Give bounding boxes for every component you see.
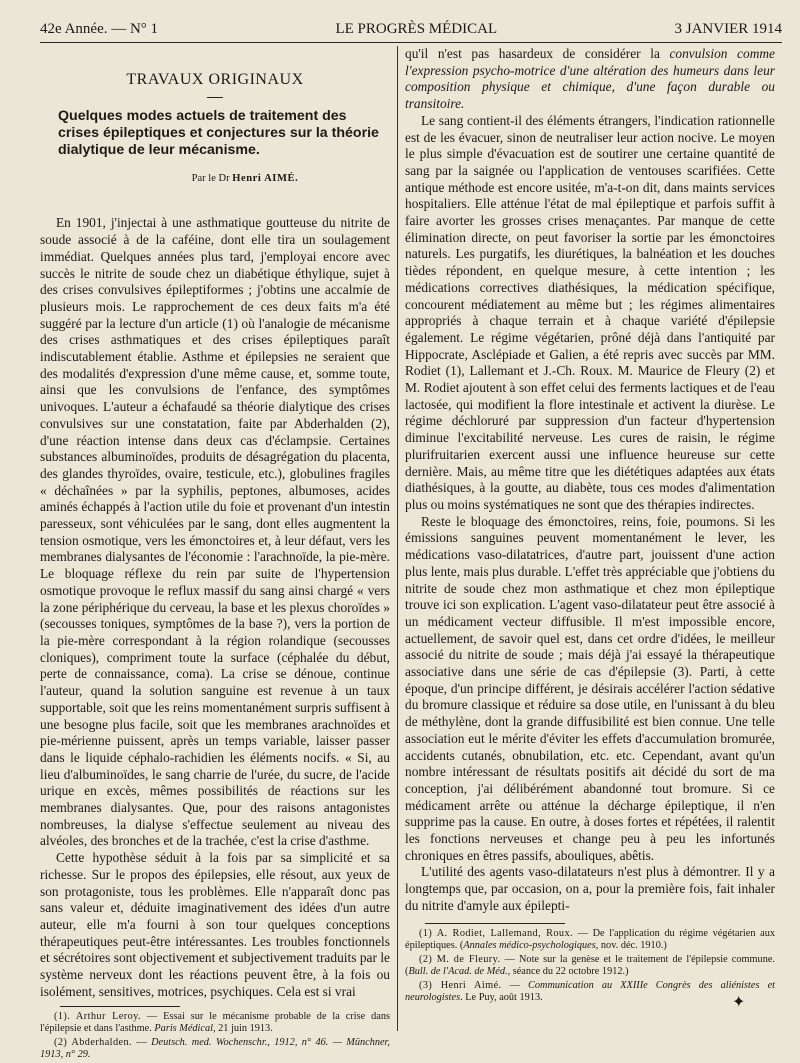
footnote-text: — Note sur la genèse et le traitement de l'épilepsie commune. ( [405,953,775,977]
footnote [40,1011,390,1035]
footnote-tail: , 21 juin 1913. [213,1023,273,1035]
running-header [40,18,782,40]
footnote-rule [60,1006,180,1007]
footnote-author: (2) M. de Fleury. [419,953,501,965]
paragraph: Le sang contient-il des éléments étrangers, l'indication rationnelle est de les évacuer, sinon de neutraliser leur action nocive. Le moyen le plus simple d'évacuation est de soutirer une certaine quantité de sang par la saignée ou l'application de ventouses scarifiées. Cette antique méthode est encore usitée, m'a-t-on dit, dans maints services hospitaliers. Elle atténue l'état de mal épileptique et parfois suffit à faire avorter les grosses crises menaçantes. Par manque de cette élimination directe, on peut favoriser la sortie par les émonctoires naturels. Les purgatifs, les diurétiques, la balnéation et les douches tièdes répondent, en quelque mesure, à cette intention ; les médications correctives diathésiques, la médication spécifique, concourent médiatement au même but ; les régimes alimentaires appropriés à chaque terrain et à chaque variété d'épilepsie également. Le régime végétarien, prôné déjà dans l'antiquité par Hippocrate, Asclépiade et Galien, a été repris avec succès par MM. Rodiet (1), Lallemant et J.-Ch. Roux. M. Maurice de Fleury (2) et M. Rodiet ajoutent à son effet celui des ferments lactiques et de l'eau lactosée, qui modifient la flore intestinale et activent la diurèse. Le régime déchloruré par suppression d'un facteur d'hypertension diminue l'excitabilité nerveuse. Les cures de raisin, le régime plurifruitarien exercent aussi une influence heureuse sur cette dernière. Mais, au même titre que les diététiques adaptées aux états diathésiques, à la goutte, au diabète, tous ces modes d'alimentation plus ou moins systématiques ne sont que des thérapies indirectes. [405,112,775,512]
footnote-source: Annales médico-psychologiques [463,939,596,951]
section-title: TRAVAUX ORIGINAUX [126,71,304,88]
paragraph [405,46,775,113]
issue-number: 42e Année. — N° 1 [40,20,159,37]
footnote-source: Bull. de l'Acad. de Méd. [408,965,508,977]
footnote-author: (1) A. Rodiet, Lallemand, Roux. [419,927,573,939]
footnote-author: (3) Henri Aimé. [419,979,502,991]
column-divider [397,46,398,1031]
paragraph: L'utilité des agents vaso-dilatateurs n'est plus à démontrer. Il y a longtemps que, par occasion, on a, pour la première fois, fait inhaler du nitrite d'amyle aux épilepti- [405,864,775,913]
footnote-text: — [501,979,528,991]
article-title: Quelques modes actuels de traitement des crises épileptiques et conjectures sur la théorie dialytique de leur mécanisme. [58,107,379,158]
footnote-tail: , séance du 22 octobre 1912.) [507,965,629,977]
footnote-source: Deutsch. med. Wochenschr., 1912, n° 46. — Münchner, 1913, n° 29. [40,1037,390,1061]
footnote-text: — [131,1037,152,1049]
left-column [40,46,390,1063]
footnote [405,928,775,952]
right-column [405,46,775,1006]
footnote [405,954,775,978]
footnote-source: Communication au XXIIIe Congrès des aliénistes et neurologistes [405,979,775,1003]
paragraph: Reste le bloquage des émonctoires, reins, foie, poumons. Si les émissions sanguines peuvent momentanément le lever, les médications vaso-dilatatrices, d'autre part, jouissent d'une action plus lente, mais plus durable. L'effet très appréciable que j'obtiens du nitrite de soude chez mon asthmatique et chez mon épileptique trouve ici son explication. L'agent vaso-dilatateur peut être associé à un médicament vecteur diffusible. Il m'est impossible encore, actuellement, de savoir quel est, dans cet ordre d'idées, le meilleur associé du nitrite de soude ; mais déjà j'ai essayé la thérapeutique associative dans une série de cas d'épilepsie (3). Parti, à cette époque, d'un principe différent, je désirais accélérer l'action sédative du bromure classique et réduire sa dose utile, en l'unissant à du bleu de méthylène, dont la grande diffusibilité est bien connue. Une telle association eut le mérite d'éviter les effets d'accumulation bromurée, accidents cutanés, obnubilation, etc. etc. Cependant, avant qu'un nombre intéressant de résultats positifs ait décidé du sort de ma conception, j'ai délibérément abandonné tout bromure. Si ce médicament arrête ou atténue la décharge épileptique, il n'en supprime pas la cause. En outre, à doses fortes et répétées, il ralentit les fonctions nerveuses et change peu à peu les infortunés chroniques en êtres passifs, abouliques, abêtis. [405,513,775,863]
author-prefix: Par le Dr [191,172,233,184]
footnote-source: Paris Médical [154,1023,213,1035]
footnote [40,1037,390,1061]
footnote-tail: , nov. déc. 1910.) [595,939,667,951]
end-ornament-icon: ✦ [732,994,746,1011]
issue-date: 3 JANVIER 1914 [674,20,782,37]
author-name: Henri AIMÉ. [232,172,299,184]
author-line [40,171,390,188]
footnote-author: (1). Arthur Leroy. [54,1011,141,1023]
journal-name: LE PROGRÈS MÉDICAL [335,20,498,37]
footnote [405,980,775,1004]
footnote-text: — Essai sur le mécanisme probable de la crise dans l'épilepsie et dans l'asthme. [40,1011,391,1035]
footnote-rule [425,923,565,924]
paragraph: Cette hypothèse séduit à la fois par sa simplicité et sa richesse. Sur le propos des épilepsies, elle résout, aux yeux de son protagoniste, tous les problèmes. Elle n'apparaît donc pas sans valeur et, déduite imaginativement des idées d'un autre auteur, elle m'a fourni à son tour quelques conceptions thérapeutiques peut-être intéressantes. Les troubles fonctionnels et sécrétoires sont objectivement et subjectivement traduits par le système nerveux dont les réactions peuvent être, à la fois ou isolément, sensitives, motrices, psychiques. Cela est si vrai [40,850,390,999]
paragraph: En 1901, j'injectai à une asthmatique goutteuse du nitrite de soude associé à de la caféine, dont elle tira un soulagement immédiat. Quelques années plus tard, j'employai encore avec succès le nitrite de soude chez un diabétique éthylique, sujet à des crises convulsives épileptiformes ; j'obtins une accalmie de plusieurs mois. Le rapprochement de ces deux faits m'a été suggéré par la lecture d'un article (1) où l'analogie de mécanisme des crises asthmatiques et des crises épileptiques paraît indiscutablement établie. Asthme et épilepsies ne seraient que des modalités d'expression d'une même cause, et, somme toute, ainsi que les convulsions de l'enfance, des symptômes univoques. L'auteur a échafaudé sa théorie dialytique des crises convulsives sur une constatation, faite par Abderhalden (2), d'une réaction intense dans deux cas d'éclampsie. Certaines substances albuminoïdes, produits de désagrégation du placenta, des glandes thyroïdes, ovaire, testicule, etc.), globulines fragiles « déchaînées » par la syphilis, peptones, albumoses, acides aminés échappés à l'action utile du foie et provenant d'un intestin paresseux, sont véhiculées par le sang, dont elles augmentent la tension osmotique, vers les émonctoires et, à leur défaut, vers les membranes dialysantes de l'économie : l'arachnoïde, la pie-mère. Le bloquage réflexe du rein par suite de l'hypertension osmotique provoque le reflux massif du sang ainsi chargé « vers la zone périphérique du cerveau, la base et les plexus choroïdes » (secousses toniques, symptômes de la base ?), vers la portion de la pie-mère correspondant à la région rolandique (secousses cloniques), compriment toute la surface (céphalée du début, perte de connaissance, coma). La crise se dénoue, continue l'auteur, quand la solution sanguine est revenue à un taux supportable, soit que les reins momentanément surpris suffisent à une besogne plus facile, soit que les membranes arachnoïdes et pie-mérienne puissent, après un temps variable, laisser passer dans le liquide céphalo-rachidien les éléments nocifs. « Si, au lieu d'albuminoïdes, le sang charrie de l'urée, du sucre, de l'acide urique en excès, mêmes possibilités de réactions sur les membranes dialysantes. Que, pour des raisons antagonistes nombreuses, la dialyse s'effectue seulement au niveau des alvéoles, des bronches et de la trachée, c'est la crise d'asthme. [40,215,390,849]
intro-italic: convulsion comme l'expression psycho-motrice d'une altération des humeurs dans leur composition physique et chimique, d'une façon durable ou transitoire. [405,46,775,112]
header-rule [40,42,782,43]
title-dash [207,97,223,98]
footnote-tail: . Le Puy, août 1913. [460,991,543,1003]
footnote-author: (2) Abderhalden. [54,1037,132,1049]
intro-text: qu'il n'est pas hasardeux de considérer la [405,46,670,61]
footnote-text: — De l'application du régime végétarien aux épileptiques. ( [405,927,775,951]
